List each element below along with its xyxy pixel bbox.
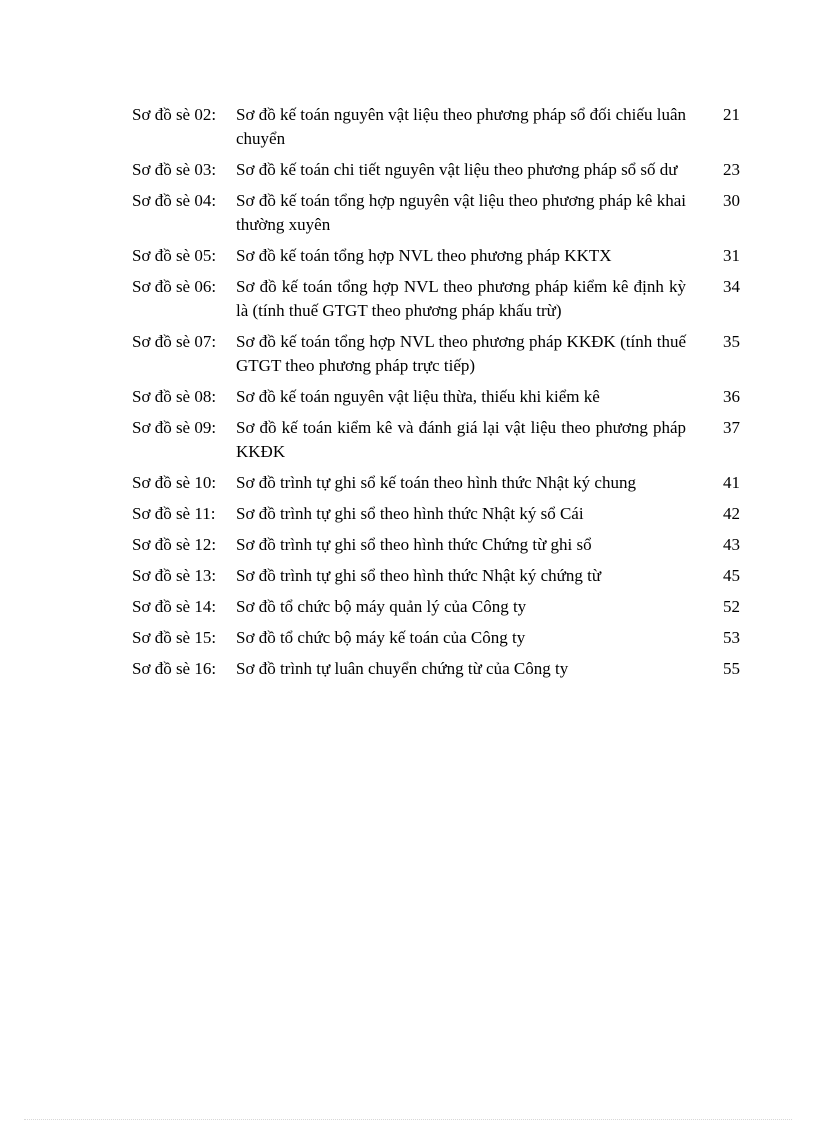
entry-page-number: 55 (723, 659, 740, 678)
toc-entry (132, 385, 742, 409)
entry-label: Sơ đồ sè 09: (132, 418, 217, 437)
entry-title: Sơ đồ tổ chức bộ máy kế toán của Công ty (236, 628, 526, 647)
toc-entry (132, 564, 742, 588)
entry-label: Sơ đồ sè 16: (132, 659, 217, 678)
entry-title: Sơ đồ trình tự ghi sổ theo hình thức Chứng từ ghi sổ (236, 535, 592, 554)
entry-page-number: 37 (723, 418, 740, 437)
toc-entry (132, 244, 742, 268)
entry-label: Sơ đồ sè 06: (132, 277, 217, 296)
entry-label: Sơ đồ sè 08: (132, 387, 217, 406)
toc-entry (132, 275, 742, 323)
toc-entry (132, 158, 742, 182)
entry-title: Sơ đồ kế toán chi tiết nguyên vật liệu theo phương pháp sổ số dư (236, 160, 678, 179)
entry-title: Sơ đồ kế toán tổng hợp nguyên vật liệu theo phương pháp kê khai thường xuyên (236, 191, 686, 234)
entry-label: Sơ đồ sè 05: (132, 246, 217, 265)
entry-label: Sơ đồ sè 10: (132, 473, 217, 492)
entry-label: Sơ đồ sè 14: (132, 597, 217, 616)
entry-title: Sơ đồ kế toán tổng hợp NVL theo phương pháp KKTX (236, 246, 612, 265)
entry-title: Sơ đồ trình tự ghi sổ kế toán theo hình thức Nhật ký chung (236, 473, 636, 492)
entry-label: Sơ đồ sè 15: (132, 628, 217, 647)
entry-title: Sơ đồ trình tự luân chuyển chứng từ của Công ty (236, 659, 569, 678)
entry-label: Sơ đồ sè 11: (132, 504, 216, 523)
entry-title: Sơ đồ kế toán nguyên vật liệu theo phương pháp sổ đối chiếu luân chuyển (236, 105, 686, 148)
toc-entry (132, 657, 742, 681)
entry-page-number: 45 (723, 566, 740, 585)
toc-entry (132, 330, 742, 378)
entry-label: Sơ đồ sè 03: (132, 160, 217, 179)
entry-label: Sơ đồ sè 07: (132, 332, 217, 351)
entry-page-number: 42 (723, 504, 740, 523)
entry-page-number: 23 (723, 160, 740, 179)
entry-title: Sơ đồ kế toán tổng hợp NVL theo phương pháp KKĐK (tính thuế GTGT theo phương pháp trực tiếp) (236, 332, 686, 375)
entry-page-number: 36 (723, 387, 740, 406)
entry-title: Sơ đồ kế toán kiểm kê và đánh giá lại vật liệu theo phương pháp KKĐK (236, 418, 686, 461)
toc-entry (132, 471, 742, 495)
toc-entry (132, 595, 742, 619)
entry-page-number: 31 (723, 246, 740, 265)
entry-label: Sơ đồ sè 13: (132, 566, 217, 585)
entry-title: Sơ đồ trình tự ghi sổ theo hình thức Nhật ký chứng từ (236, 566, 602, 585)
entry-label: Sơ đồ sè 02: (132, 105, 217, 124)
entry-page-number: 53 (723, 628, 740, 647)
toc-entry (132, 502, 742, 526)
toc-entry (132, 533, 742, 557)
entry-page-number: 30 (723, 191, 740, 210)
page-bottom-divider (24, 1119, 792, 1120)
entry-title: Sơ đồ kế toán nguyên vật liệu thừa, thiếu khi kiểm kê (236, 387, 600, 406)
toc-entry (132, 416, 742, 464)
entry-title: Sơ đồ trình tự ghi sổ theo hình thức Nhật ký sổ Cái (236, 504, 584, 523)
entry-page-number: 43 (723, 535, 740, 554)
entry-label: Sơ đồ sè 12: (132, 535, 217, 554)
entry-title: Sơ đồ tổ chức bộ máy quản lý của Công ty (236, 597, 527, 616)
entry-title: Sơ đồ kế toán tổng hợp NVL theo phương pháp kiểm kê định kỳ là (tính thuế GTGT theo phương pháp khấu trừ) (236, 277, 686, 320)
entry-page-number: 35 (723, 332, 740, 351)
toc-entry (132, 626, 742, 650)
entry-label: Sơ đồ sè 04: (132, 191, 217, 210)
entry-page-number: 34 (723, 277, 740, 296)
entry-page-number: 41 (723, 473, 740, 492)
entry-page-number: 52 (723, 597, 740, 616)
toc-entry (132, 189, 742, 237)
entry-page-number: 21 (723, 105, 740, 124)
diagram-index-list (132, 103, 742, 688)
toc-entry (132, 103, 742, 151)
